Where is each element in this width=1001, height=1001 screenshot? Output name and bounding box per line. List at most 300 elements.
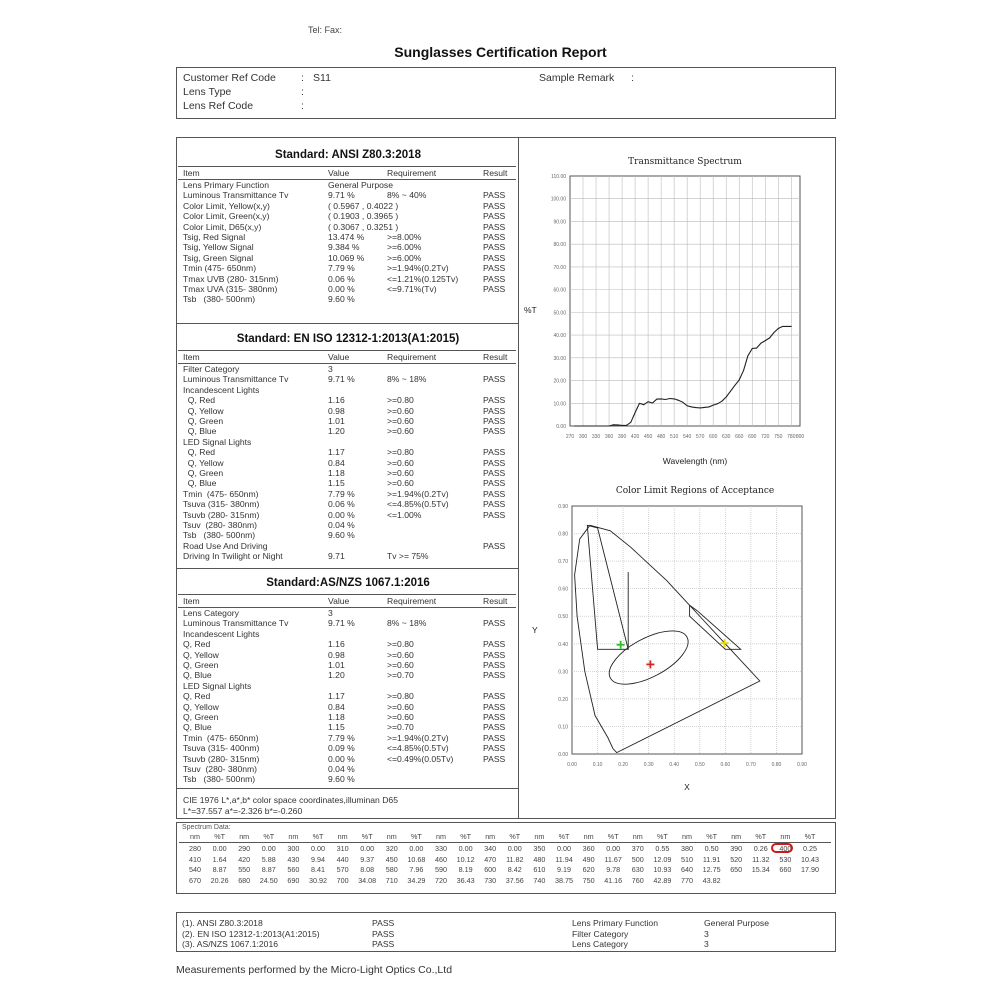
spectrum-header-cell: %T bbox=[361, 832, 373, 841]
table-cell: Q, Blue bbox=[183, 426, 217, 437]
table-cell: PASS bbox=[483, 190, 506, 201]
spectrum-cell: 460 bbox=[435, 854, 447, 864]
table-cell: Q, Blue bbox=[183, 670, 212, 681]
spectrum-header-cell: %T bbox=[657, 832, 668, 841]
summary-result: PASS bbox=[372, 918, 395, 928]
x-tick-label: 420 bbox=[630, 434, 640, 440]
cie-coordinates-line2: L*=37.557 a*=-2.326 b*=-0.260 bbox=[183, 806, 303, 816]
x-tick-label: 450 bbox=[643, 434, 653, 440]
table-cell: >=0.60 bbox=[387, 712, 414, 722]
spectrum-cell: 620 bbox=[582, 865, 595, 874]
table-row bbox=[183, 520, 513, 531]
column-header: Requirement bbox=[387, 352, 437, 362]
data-point bbox=[739, 379, 740, 380]
table-cell: PASS bbox=[483, 743, 506, 754]
table-cell: 9.60 % bbox=[328, 530, 355, 541]
header-row-customer-ref: Customer Ref Code : S11 bbox=[183, 72, 331, 84]
table-row bbox=[183, 190, 513, 201]
table-cell: Q, Red bbox=[183, 639, 211, 650]
table-cell: 1.15 bbox=[328, 722, 345, 733]
table-cell: >=0.60 bbox=[387, 457, 414, 468]
data-point bbox=[773, 332, 774, 333]
spectrum-cell: 540 bbox=[189, 865, 201, 874]
spectrum-cell: 390 bbox=[730, 844, 743, 853]
spectrum-cell: 7.96 bbox=[409, 865, 424, 874]
spectrum-header-cell: nm bbox=[190, 832, 200, 841]
table-cell: 0.04 % bbox=[328, 520, 355, 530]
x-tick-label: 800 bbox=[795, 434, 805, 440]
table-cell: PASS bbox=[483, 732, 506, 743]
table-cell: PASS bbox=[483, 273, 506, 284]
spectrum-cell: 11.82 bbox=[506, 854, 524, 864]
table-cell: >=0.60 bbox=[387, 478, 414, 489]
table-cell: PASS bbox=[483, 712, 506, 722]
transmittance-series-line bbox=[574, 326, 791, 426]
table-header bbox=[183, 168, 513, 179]
spectrum-cell: 20.26 bbox=[210, 875, 229, 885]
table-row bbox=[183, 702, 513, 713]
table-row bbox=[183, 722, 513, 733]
color-limit-chart bbox=[520, 498, 830, 798]
spectrum-cell: 350 bbox=[533, 844, 546, 853]
spectrum-cell: 670 bbox=[189, 875, 201, 885]
d65-acceptance-ellipse bbox=[601, 620, 696, 695]
column-header: Value bbox=[328, 168, 350, 178]
spectrum-cell: 660 bbox=[779, 865, 792, 874]
table-cell: Tsig, Red Signal bbox=[183, 232, 246, 242]
table-cell: 9.71 bbox=[328, 551, 345, 562]
table-cell: 0.00 % bbox=[328, 509, 355, 520]
spectrum-header-cell: %T bbox=[509, 832, 521, 841]
table-cell: PASS bbox=[483, 447, 506, 458]
table-cell: Incandescent Lights bbox=[183, 384, 260, 395]
spectrum-cell: 610 bbox=[533, 865, 546, 874]
spectrum-cell: 9.37 bbox=[360, 854, 375, 864]
table-row bbox=[183, 274, 513, 285]
table-cell: <=1.21%(0.125Tv) bbox=[387, 273, 459, 284]
spectrum-cell: 630 bbox=[631, 865, 644, 874]
table-cell: 1.20 bbox=[328, 426, 345, 437]
table-cell: PASS bbox=[483, 200, 506, 211]
table-cell: Lens Primary Function bbox=[183, 180, 269, 190]
data-point bbox=[713, 405, 714, 406]
header-row-lens-type: Lens Type : bbox=[183, 86, 304, 98]
table-cell: <=0.49%(0.05Tv) bbox=[387, 753, 454, 764]
table-cell: ( 0.1903 , 0.3965 ) bbox=[328, 211, 399, 222]
y-tick-label: 0.50 bbox=[558, 614, 568, 621]
spectrum-header-cell: nm bbox=[485, 832, 496, 841]
column-header: Item bbox=[183, 596, 200, 606]
spectrum-cell: 0.00 bbox=[409, 844, 424, 853]
data-point bbox=[786, 326, 787, 327]
data-point bbox=[609, 426, 610, 427]
data-point bbox=[617, 424, 618, 425]
data-point bbox=[596, 426, 597, 427]
column-header: Result bbox=[483, 596, 508, 606]
spectrum-cell: 9.19 bbox=[557, 865, 571, 874]
table-cell: 0.84 bbox=[328, 457, 345, 468]
table-cell: >=6.00% bbox=[387, 252, 422, 263]
spectrum-header-cell: %T bbox=[755, 832, 767, 841]
spectrum-cell: 280 bbox=[189, 844, 201, 853]
table-row bbox=[183, 395, 513, 406]
spectrum-row bbox=[183, 865, 833, 875]
spectrum-cell: 450 bbox=[385, 854, 398, 864]
spectrum-cell: 9.94 bbox=[311, 854, 325, 864]
data-point bbox=[687, 405, 688, 406]
contact-line: Tel: Fax: bbox=[308, 25, 343, 35]
header-box bbox=[176, 67, 836, 119]
section-divider bbox=[176, 568, 518, 569]
data-point bbox=[721, 401, 722, 402]
table-cell: Tv >= 75% bbox=[387, 551, 429, 562]
spectrum-cell: 8.08 bbox=[360, 865, 375, 874]
table-cell: 8% ~ 18% bbox=[387, 374, 427, 385]
summary-name: (2). EN ISO 12312-1:2013(A1:2015) bbox=[182, 928, 320, 939]
table-cell: 7.79 % bbox=[328, 263, 355, 274]
section-divider bbox=[176, 323, 518, 324]
table-cell: 0.98 bbox=[328, 649, 345, 660]
table-cell: 8% ~ 40% bbox=[387, 190, 427, 201]
data-point bbox=[756, 348, 757, 349]
table-cell: Tsb (380- 500nm) bbox=[183, 294, 256, 305]
spectrum-header-cell: nm bbox=[436, 832, 446, 841]
data-point bbox=[704, 407, 705, 408]
table-row bbox=[183, 650, 513, 661]
table-row bbox=[183, 743, 513, 754]
table-cell: >=0.80 bbox=[387, 639, 414, 650]
table-cell: 9.71 % bbox=[328, 374, 355, 385]
table-cell: >=0.60 bbox=[387, 405, 414, 416]
table-cell: Tsuva (315- 380nm) bbox=[183, 499, 260, 510]
table-cell: PASS bbox=[483, 395, 506, 406]
spectrum-cell: 41.16 bbox=[604, 875, 623, 885]
table-cell: 7.79 % bbox=[328, 488, 355, 499]
table-cell: 1.18 bbox=[328, 712, 345, 722]
table-row bbox=[183, 489, 513, 500]
summary-result: PASS bbox=[372, 928, 395, 939]
x-tick-label: 0.30 bbox=[643, 762, 654, 768]
table-row bbox=[183, 530, 513, 541]
table-cell: PASS bbox=[483, 284, 506, 294]
spectrum-header-cell: nm bbox=[583, 832, 594, 841]
table-cell: Color Limit, Yellow(x,y) bbox=[183, 200, 270, 211]
spectrum-cell: 580 bbox=[385, 865, 398, 874]
table-row bbox=[183, 294, 513, 305]
table-cell: PASS bbox=[483, 242, 506, 253]
y-tick-label: 110.00 bbox=[551, 174, 566, 180]
spectrum-cell: 10.93 bbox=[653, 865, 672, 874]
spectrum-cell: 590 bbox=[435, 865, 447, 874]
spectrum-cell: 340 bbox=[484, 844, 497, 853]
spectrum-cell: 600 bbox=[484, 865, 497, 874]
table-row bbox=[183, 253, 513, 264]
table-cell: Q, Green bbox=[183, 712, 219, 722]
table-cell: 0.98 bbox=[328, 405, 345, 416]
green-acceptance-region bbox=[587, 525, 628, 649]
table-cell: >=0.60 bbox=[387, 426, 414, 437]
highlight-circle bbox=[771, 843, 793, 853]
spectrum-cell: 690 bbox=[287, 875, 300, 885]
spectrum-header-cell: %T bbox=[607, 832, 619, 841]
spectrum-header-cell: nm bbox=[632, 832, 643, 841]
table-cell: PASS bbox=[483, 221, 506, 232]
table-cell: 9.60 % bbox=[328, 774, 355, 785]
spectrum-cell: 570 bbox=[336, 865, 349, 874]
y-tick-label: 0.20 bbox=[558, 696, 568, 703]
table-row bbox=[183, 364, 513, 375]
spectrum-cell: 0.50 bbox=[704, 844, 719, 853]
data-point bbox=[760, 343, 761, 344]
table-row bbox=[183, 468, 513, 479]
table-cell: Q, Blue bbox=[183, 722, 212, 733]
x-tick-label: 0.90 bbox=[797, 762, 807, 768]
table-cell: <=4.85%(0.5Tv) bbox=[387, 499, 449, 510]
data-point bbox=[630, 422, 631, 423]
spectrum-cell: 400 bbox=[779, 844, 792, 853]
data-point bbox=[791, 326, 792, 327]
data-point bbox=[691, 406, 692, 407]
summary-result: PASS bbox=[372, 939, 395, 949]
spectrum-cell: 24.50 bbox=[259, 875, 278, 885]
table-cell: 1.17 bbox=[328, 691, 345, 702]
spectrum-cell: 34.08 bbox=[358, 875, 377, 885]
spectrum-cell: 0.00 bbox=[606, 844, 621, 853]
table-cell: Q, Green bbox=[183, 660, 219, 670]
spectrum-cell: 9.78 bbox=[606, 865, 621, 874]
spectrum-header-cell: %T bbox=[263, 832, 275, 841]
data-point bbox=[695, 407, 696, 408]
spectrum-header-cell: nm bbox=[288, 832, 299, 841]
spectrum-cell: 440 bbox=[336, 854, 349, 864]
spectrum-cell: 10.43 bbox=[801, 854, 819, 864]
table-cell: Color Limit, D65(x,y) bbox=[183, 221, 262, 232]
spectrum-cell: 770 bbox=[681, 875, 693, 885]
x-tick-label: 540 bbox=[682, 434, 692, 440]
x-tick-label: 510 bbox=[669, 434, 679, 440]
table-cell: PASS bbox=[483, 468, 506, 478]
spectrum-header-cell: nm bbox=[337, 832, 348, 841]
spectrum-header-cell: nm bbox=[386, 832, 397, 841]
table-cell: Q, Yellow bbox=[183, 649, 219, 660]
spectrum-cell: 34.29 bbox=[407, 875, 426, 885]
spectrum-cell: 8.87 bbox=[212, 865, 227, 874]
data-point bbox=[682, 402, 683, 403]
table-row bbox=[183, 774, 513, 785]
table-cell: Tsuv (280- 380nm) bbox=[183, 520, 258, 530]
table-cell: PASS bbox=[483, 670, 506, 681]
data-point bbox=[574, 426, 575, 427]
y-tick-label: 0.90 bbox=[558, 504, 568, 510]
spectrum-cell: 5.88 bbox=[261, 854, 276, 864]
table-cell: PASS bbox=[483, 639, 506, 650]
x-tick-label: 480 bbox=[656, 434, 666, 440]
spectrum-cell: 710 bbox=[385, 875, 398, 885]
spectrum-cell: 0.25 bbox=[803, 844, 817, 853]
spectrum-cell: 11.67 bbox=[604, 854, 622, 864]
spectrum-header-cell: %T bbox=[411, 832, 422, 841]
table-cell: PASS bbox=[483, 540, 506, 551]
table-row bbox=[183, 551, 513, 562]
table-row bbox=[183, 180, 513, 191]
x-tick-label: 300 bbox=[578, 434, 588, 440]
table-cell: >=0.80 bbox=[387, 691, 414, 702]
table-cell: PASS bbox=[483, 649, 506, 660]
spectrum-chart-title: Transmittance Spectrum bbox=[628, 157, 742, 167]
x-tick-label: 780 bbox=[787, 434, 796, 440]
table-cell: <=9.71%(Tv) bbox=[387, 284, 437, 294]
table-cell: Tsuv (280- 380nm) bbox=[183, 764, 258, 774]
table-row bbox=[183, 201, 513, 212]
spectrum-cell: 0.26 bbox=[753, 844, 768, 853]
table-row bbox=[183, 541, 513, 552]
spectrum-cell: 370 bbox=[631, 844, 644, 853]
table-cell: 0.84 bbox=[328, 701, 345, 712]
table-row bbox=[183, 639, 513, 650]
table-row bbox=[183, 733, 513, 744]
data-point bbox=[613, 424, 614, 425]
spectrum-cell: 8.41 bbox=[311, 865, 325, 874]
data-point bbox=[678, 400, 679, 401]
footer-note: Measurements performed by the Micro-Light Optics Co.,Ltd bbox=[176, 964, 453, 976]
spectrum-header-cell: %T bbox=[312, 832, 324, 841]
table-cell: PASS bbox=[483, 263, 506, 274]
spectrum-cell: 11.91 bbox=[702, 854, 721, 864]
spectrum-cell: 700 bbox=[336, 875, 349, 885]
cie-coordinates-line1: CIE 1976 L*,a*,b* color space coordinates,illuminan D65 bbox=[183, 795, 398, 805]
table-row bbox=[183, 447, 513, 458]
spectrum-cell: 520 bbox=[730, 854, 743, 864]
data-point bbox=[726, 397, 727, 398]
data-point bbox=[643, 404, 644, 405]
table-cell: PASS bbox=[483, 374, 506, 385]
spectrum-cell: 640 bbox=[681, 865, 693, 874]
column-header: Requirement bbox=[387, 168, 437, 178]
spectrum-cell: 0.00 bbox=[507, 844, 522, 853]
spectrum-cell: 550 bbox=[238, 865, 251, 874]
data-point bbox=[730, 391, 731, 392]
table-cell: 1.17 bbox=[328, 447, 345, 458]
spectrum-cell: 320 bbox=[385, 844, 398, 853]
table-row bbox=[183, 499, 513, 510]
y-tick-label: 100.00 bbox=[550, 196, 566, 203]
table-row bbox=[183, 764, 513, 775]
table-row bbox=[183, 374, 513, 385]
data-point bbox=[652, 403, 653, 404]
y-tick-label: 50.00 bbox=[553, 310, 566, 317]
data-point bbox=[635, 412, 636, 413]
spectrum-cell: 0.00 bbox=[311, 844, 325, 853]
table-cell: PASS bbox=[483, 232, 506, 242]
data-point bbox=[674, 398, 675, 399]
summary-label: Lens Category bbox=[572, 939, 628, 949]
table-cell: General Purpose bbox=[328, 180, 393, 190]
table-cell: Color Limit, Green(x,y) bbox=[183, 211, 270, 222]
spectrum-cell: 510 bbox=[681, 854, 693, 864]
spectrum-cell: 38.75 bbox=[555, 875, 573, 885]
header-label: Customer Ref Code bbox=[183, 72, 276, 84]
table-cell: 9.384 % bbox=[328, 242, 360, 253]
header-label: Lens Ref Code bbox=[183, 100, 254, 112]
column-header: Item bbox=[183, 352, 200, 362]
table-cell: >=0.70 bbox=[387, 722, 414, 733]
table-cell: Tsig, Green Signal bbox=[183, 252, 254, 263]
table-row bbox=[183, 263, 513, 274]
data-point bbox=[656, 399, 657, 400]
spectrum-cell: 650 bbox=[730, 865, 743, 874]
spectrum-header-cell: %T bbox=[558, 832, 570, 841]
table-cell: Incandescent Lights bbox=[183, 628, 260, 639]
table-cell: PASS bbox=[483, 478, 506, 489]
y-tick-label: 0.00 bbox=[556, 424, 566, 430]
y-axis-label: Y bbox=[532, 625, 538, 635]
data-point bbox=[743, 370, 744, 371]
spectrum-cell: 470 bbox=[484, 854, 497, 864]
x-axis-label: X bbox=[684, 782, 690, 792]
data-point bbox=[708, 406, 709, 407]
spectrum-cell: 42.89 bbox=[653, 875, 672, 885]
spectrum-cell: 0.00 bbox=[360, 844, 375, 853]
data-point bbox=[583, 426, 584, 427]
chromaticity-point bbox=[646, 660, 654, 668]
table-cell: 0.04 % bbox=[328, 764, 355, 774]
table-cell: 8% ~ 18% bbox=[387, 618, 427, 629]
data-point bbox=[600, 426, 601, 427]
table-cell: Q, Red bbox=[183, 395, 215, 406]
table-cell: 9.71 % bbox=[328, 618, 355, 629]
spectrum-cell: 11.94 bbox=[555, 854, 573, 864]
table-cell: PASS bbox=[483, 499, 506, 510]
table-row bbox=[183, 437, 513, 448]
y-tick-label: 0.30 bbox=[558, 669, 568, 676]
table-cell: 3 bbox=[328, 364, 333, 374]
column-header: Result bbox=[483, 168, 508, 178]
table-cell: 1.16 bbox=[328, 395, 345, 406]
table-row bbox=[183, 458, 513, 469]
table-cell: >=0.60 bbox=[387, 416, 414, 426]
spectrum-header-cell: nm bbox=[239, 832, 250, 841]
spectrum-cell: 10.68 bbox=[407, 854, 426, 864]
summary-name: (3). AS/NZS 1067.1:2016 bbox=[182, 939, 279, 949]
y-tick-label: 10.00 bbox=[553, 401, 566, 408]
table-cell: PASS bbox=[483, 691, 506, 702]
y-tick-label: 30.00 bbox=[553, 355, 566, 362]
table-cell: 0.06 % bbox=[328, 499, 355, 510]
spectrum-cell: 0.00 bbox=[212, 844, 227, 853]
x-tick-label: 390 bbox=[617, 434, 627, 440]
table-cell: Q, Green bbox=[183, 468, 224, 478]
y-tick-label: 40.00 bbox=[553, 333, 566, 340]
table-row bbox=[183, 426, 513, 437]
sample-remark: Sample Remark : bbox=[539, 72, 634, 84]
transmittance-spectrum-chart bbox=[520, 168, 830, 473]
y-tick-label: 80.00 bbox=[553, 242, 566, 249]
data-point bbox=[778, 328, 779, 329]
table-cell: >=1.94%(0.2Tv) bbox=[387, 263, 449, 274]
table-row bbox=[183, 416, 513, 427]
table-cell: >=0.80 bbox=[387, 395, 414, 406]
header-row-lens-ref: Lens Ref Code : bbox=[183, 100, 304, 112]
spectrum-cell: 37.56 bbox=[505, 875, 524, 885]
table-cell: 3 bbox=[328, 608, 333, 618]
data-point bbox=[747, 355, 748, 356]
table-cell: <=4.85%(0.5Tv) bbox=[387, 743, 449, 754]
spectrum-cell: 680 bbox=[238, 875, 251, 885]
chromaticity-point bbox=[617, 641, 625, 649]
data-point bbox=[669, 398, 670, 399]
summary-label: Lens Primary Function bbox=[572, 918, 658, 928]
table-cell: 0.09 % bbox=[328, 743, 355, 754]
